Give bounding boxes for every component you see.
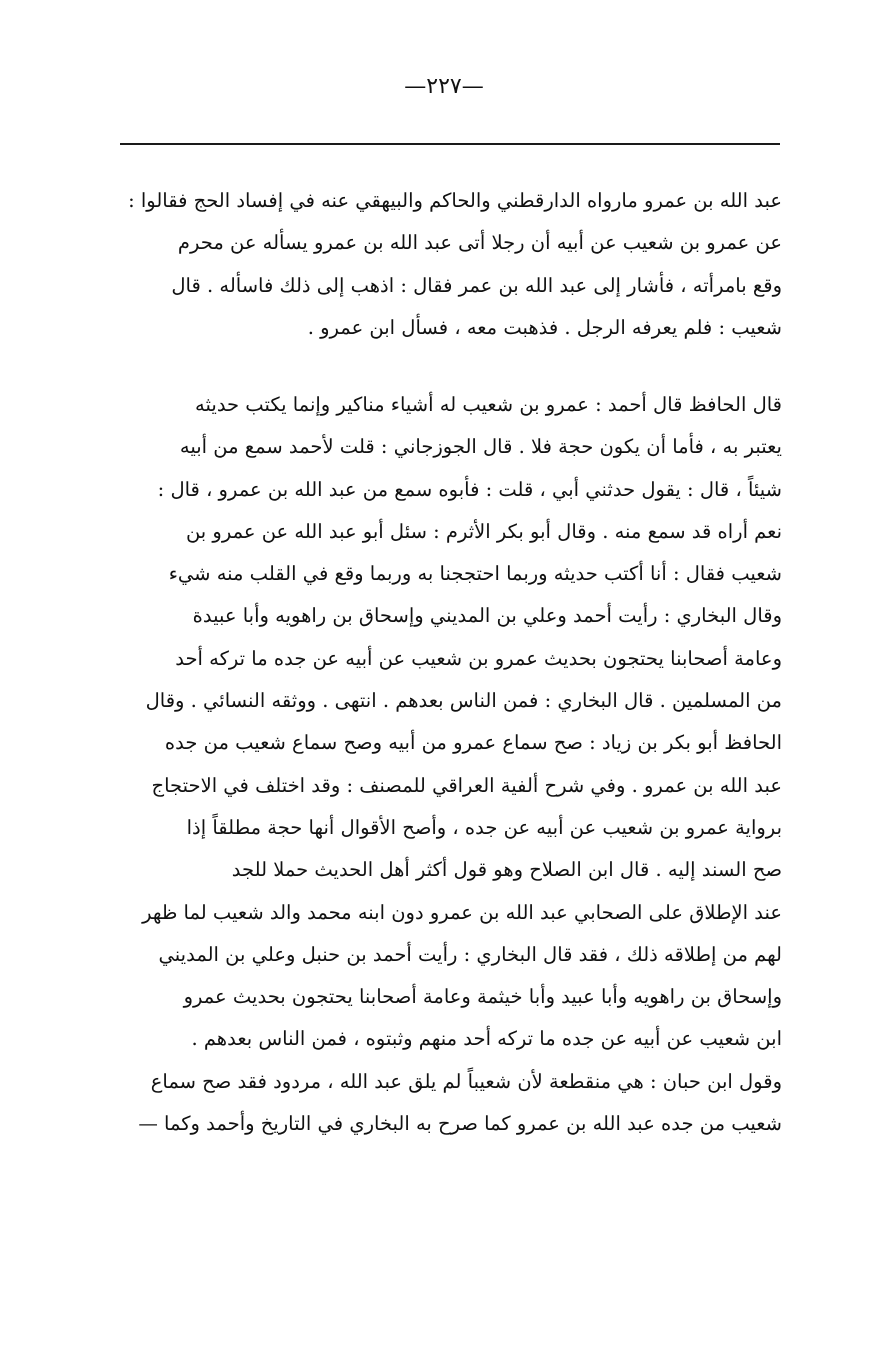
text-line: قال الحافظ قال أحمد : عمرو بن شعيب له أشياء مناكير وإنما يكتب حديثه — [195, 393, 782, 416]
text-line: شعيب من جده عبد الله بن عمرو كما صرح به البخاري في التاريخ وأحمد وكما — — [138, 1112, 782, 1136]
text-line: لهم من إطلاقه ذلك ، فقد قال البخاري : رأيت أحمد بن حنبل وعلي بن المديني — [158, 942, 782, 966]
text-line: وإسحاق بن راهويه وأبا عبيد وأبا خيثمة وعامة أصحابنا يحتجون بحديث عمرو — [183, 985, 782, 1009]
paragraph-2 — [118, 384, 782, 1145]
text-line: وقول ابن حبان : هي منقطعة لأن شعيباً لم يلق عبد الله ، مردود فقد صح سماع — [150, 1069, 782, 1093]
text-line: عند الإطلاق على الصحابي عبد الله بن عمرو دون ابنه محمد والد شعيب لما ظهر — [142, 900, 782, 924]
text-line: وعامة أصحابنا يحتجون بحديث عمرو بن شعيب عن أبيه عن جده ما تركه أحد — [175, 646, 782, 670]
text-line: عن عمرو بن شعيب عن أبيه أن رجلا أتى عبد الله بن عمرو يسأله عن محرم — [177, 231, 782, 255]
paragraph-1 — [118, 180, 782, 349]
text-line: وقال البخاري : رأيت أحمد وعلي بن المديني وإسحاق بن راهويه وأبا عبيدة — [192, 604, 782, 628]
text-line: من المسلمين . قال البخاري : فمن الناس بعدهم . انتهى . ووثقه النسائي . وقال — [145, 689, 782, 713]
text-line: عبد الله بن عمرو مارواه الدارقطني والحاكم والبيهقي عنه في إفساد الحج فقالوا : — [128, 189, 782, 212]
text-line: وقع بامرأته ، فأشار إلى عبد الله بن عمر فقال : اذهب إلى ذلك فاسأله . قال — [171, 273, 782, 297]
text-line: يعتبر به ، فأما أن يكون حجة فلا . قال الجوزجاني : قلت لأحمد سمع من أبيه — [179, 435, 782, 459]
text-line: شيئاً ، قال : يقول حدثني أبي ، قلت : فأبوه سمع من عبد الله بن عمرو ، قال : — [157, 477, 782, 501]
text-line: الحافظ أبو بكر بن زياد : صح سماع عمرو من أبيه وصح سماع شعيب من جده — [164, 731, 782, 755]
header-rule — [120, 143, 780, 145]
text-line: شعيب فقال : أنا أكتب حديثه وربما احتججنا به وربما وقع في القلب منه شيء — [168, 562, 782, 586]
text-line: شعيب : فلم يعرفه الرجل . فذهبت معه ، فسأل ابن عمرو . — [307, 315, 782, 339]
text-line: عبد الله بن عمرو . وفي شرح ألفية العراقي للمصنف : وقد اختلف في الاحتجاج — [151, 773, 782, 797]
text-line: برواية عمرو بن شعيب عن أبيه عن جده ، وأصح الأقوال أنها حجة مطلقاً إذا — [186, 815, 782, 839]
text-line: صح السند إليه . قال ابن الصلاح وهو قول أكثر أهل الحديث حملا للجد — [231, 858, 782, 882]
text-line: نعم أراه قد سمع منه . وقال أبو بكر الأثرم : سئل أبو عبد الله عن عمرو بن — [185, 519, 782, 543]
page-number: —٢٢٧— — [404, 74, 484, 99]
text-line: ابن شعيب عن أبيه عن جده ما تركه أحد منهم وثبتوه ، فمن الناس بعدهم . — [191, 1027, 782, 1051]
